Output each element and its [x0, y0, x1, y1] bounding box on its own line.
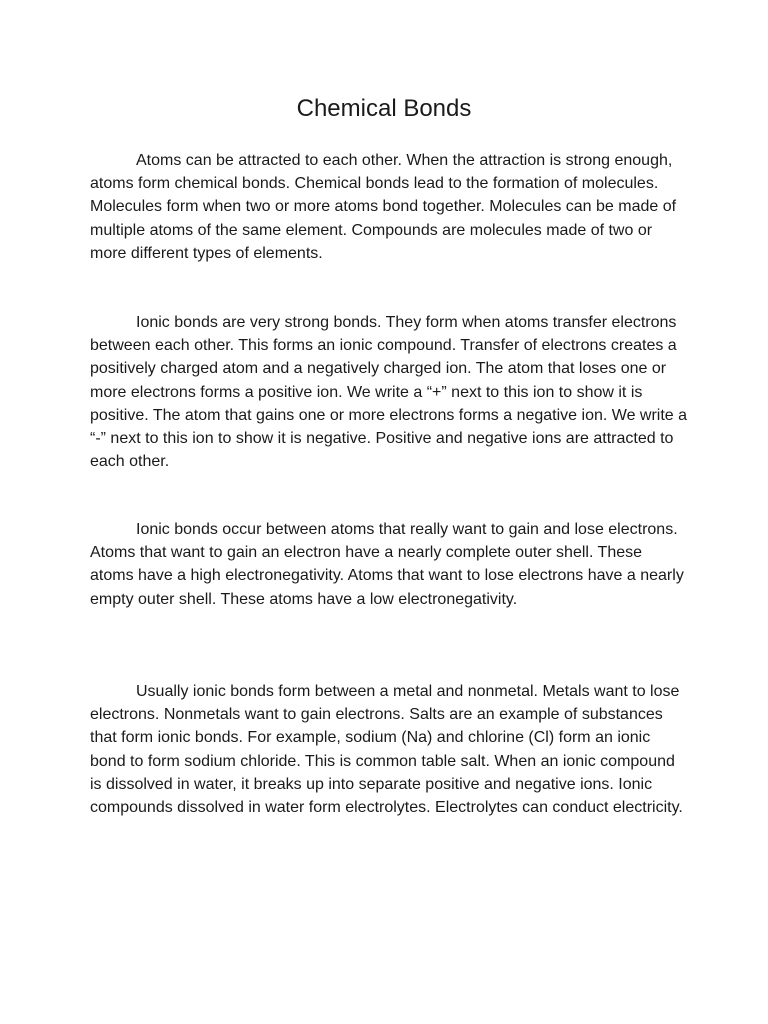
paragraph-electronegativity: Ionic bonds occur between atoms that really want to gain and lose electrons. Atoms that want to gain an electron have a nearly complete outer shell. These atoms have a high electronegativity. Atoms that want to lose electrons have a nearly empty outer shell. These atoms have a low electronegativity.: [90, 521, 684, 608]
page-title: Chemical Bonds: [296, 95, 472, 122]
paragraph-ionic-bonds: Ionic bonds are very strong bonds. They form when atoms transfer electrons between each other. This forms an ionic compound. Transfer of electrons creates a positively charged atom and a negatively charged ion. The atom that loses one or more electrons forms a positive ion. We write a “+” next to this ion to show it is positive. The atom that gains one or more electrons forms a negative ion. We write a “-” next to this ion to show it is negative. Positive and negative ions are attracted to each other.: [90, 314, 688, 471]
paragraph-metals-nonmetals: Usually ionic bonds form between a metal and nonmetal. Metals want to lose electrons. Nonmetals want to gain electrons. Salts are an example of substances that form ionic bonds. For example, sodium (Na) and chlorine (Cl) form an ionic bond to form sodium chloride. This is common table salt. When an ionic compound is dissolved in water, it breaks up into separate positive and negative ions. Ionic compounds dissolved in water form electrolytes. Electrolytes can conduct electricity.: [90, 683, 683, 817]
paragraph-atoms-attraction: Atoms can be attracted to each other. When the attraction is strong enough, atoms form chemical bonds. Chemical bonds lead to the formation of molecules. Molecules form when two or more atoms bond together. Molecules can be made of multiple atoms of the same element. Compounds are molecules made of two or more different types of elements.: [90, 152, 677, 262]
